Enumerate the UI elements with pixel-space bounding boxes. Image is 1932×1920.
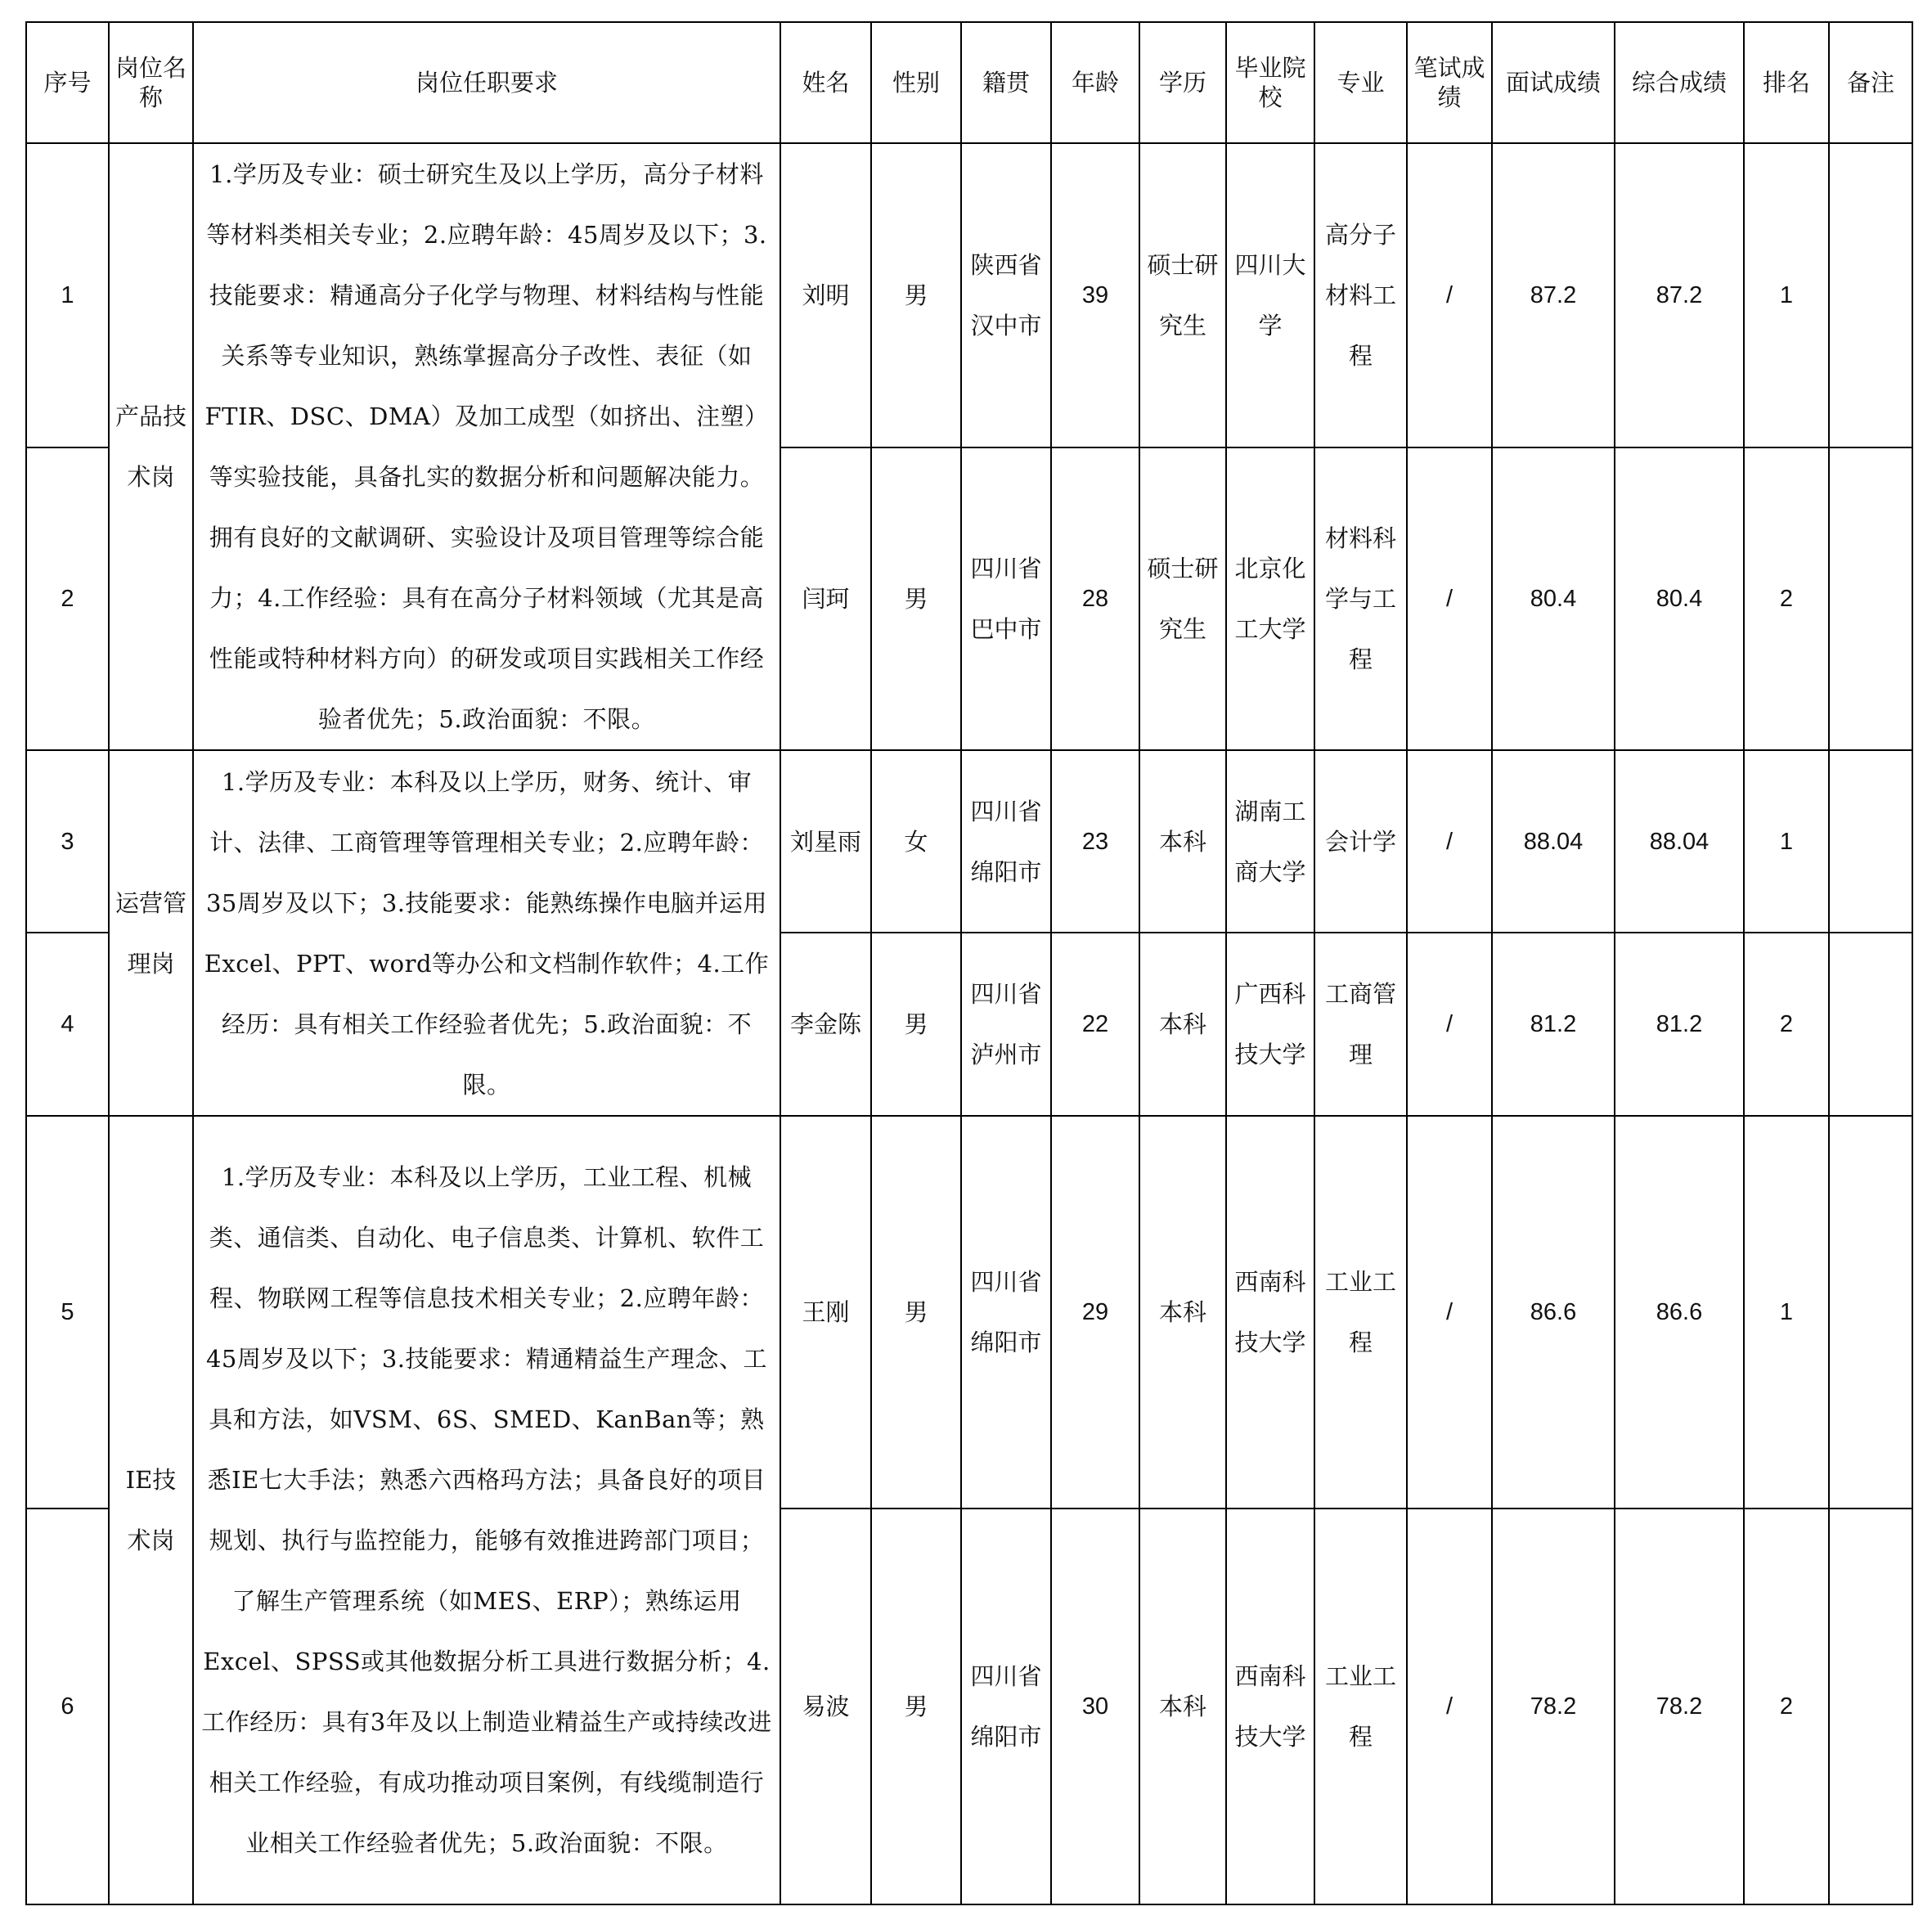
written-score-cell: /: [1407, 143, 1492, 447]
overall-score-cell: 86.6: [1615, 1116, 1744, 1509]
gender-cell: 男: [871, 1509, 961, 1904]
origin-cell: 四川省泸州市: [961, 933, 1051, 1116]
age-cell: 23: [1051, 750, 1139, 933]
age-cell: 29: [1051, 1116, 1139, 1509]
origin-cell: 四川省绵阳市: [961, 750, 1051, 933]
header-position: 岗位名称: [109, 22, 193, 143]
education-cell: 本科: [1139, 750, 1226, 933]
interview-score-cell: 86.6: [1492, 1116, 1615, 1509]
name-cell: 李金陈: [780, 933, 871, 1116]
overall-score-cell: 81.2: [1615, 933, 1744, 1116]
seq-cell: 6: [26, 1509, 109, 1904]
requirements-cell: 1.学历及专业：硕士研究生及以上学历，高分子材料等材料类相关专业；2.应聘年龄：45周岁及以下；3.技能要求：精通高分子化学与物理、材料结构与性能关系等专业知识，熟练掌握高分子改性、表征（如FTIR、DSC、DMA）及加工成型（如挤出、注塑）等实验技能，具备扎实的数据分析和问题解决能力。拥有良好的文献调研、实验设计及项目管理等综合能力；4.工作经验：具有在高分子材料领域（尤其是高性能或特种材料方向）的研发或项目实践相关工作经验者优先；5.政治面貌：不限。: [193, 143, 780, 750]
seq-cell: 3: [26, 750, 109, 933]
position-cell: 产品技术岗: [109, 143, 193, 750]
written-score-cell: /: [1407, 933, 1492, 1116]
header-age: 年龄: [1051, 22, 1139, 143]
gender-cell: 女: [871, 750, 961, 933]
origin-cell: 陕西省汉中市: [961, 143, 1051, 447]
seq-cell: 1: [26, 143, 109, 447]
gender-cell: 男: [871, 1116, 961, 1509]
education-cell: 硕士研究生: [1139, 143, 1226, 447]
overall-score-cell: 87.2: [1615, 143, 1744, 447]
header-education: 学历: [1139, 22, 1226, 143]
requirements-cell: 1.学历及专业：本科及以上学历，工业工程、机械类、通信类、自动化、电子信息类、计算机、软件工程、物联网工程等信息技术相关专业；2.应聘年龄：45周岁及以下；3.技能要求：精通精益生产理念、工具和方法，如VSM、6S、SMED、KanBan等；熟悉IE七大手法；熟悉六西格玛方法；具备良好的项目规划、执行与监控能力，能够有效推进跨部门项目；了解生产管理系统（如MES、ERP）；熟练运用Excel、SPSS或其他数据分析工具进行数据分析；4.工作经历：具有3年及以上制造业精益生产或持续改进相关工作经验，有成功推动项目案例，有线缆制造行业相关工作经验者优先；5.政治面貌：不限。: [193, 1116, 780, 1904]
header-row: [26, 22, 1912, 143]
header-overall: 综合成绩: [1615, 22, 1744, 143]
education-cell: 硕士研究生: [1139, 447, 1226, 751]
gender-cell: 男: [871, 933, 961, 1116]
major-cell: 会计学: [1314, 750, 1407, 933]
table-row: [26, 143, 1912, 447]
age-cell: 30: [1051, 1509, 1139, 1904]
written-score-cell: /: [1407, 750, 1492, 933]
overall-score-cell: 78.2: [1615, 1509, 1744, 1904]
position-cell: IE技术岗: [109, 1116, 193, 1904]
header-gender: 性别: [871, 22, 961, 143]
school-cell: 北京化工大学: [1226, 447, 1314, 751]
age-cell: 28: [1051, 447, 1139, 751]
rank-cell: 1: [1744, 1116, 1829, 1509]
age-cell: 39: [1051, 143, 1139, 447]
remark-cell: [1829, 933, 1912, 1116]
origin-cell: 四川省绵阳市: [961, 1509, 1051, 1904]
table-row: [26, 750, 1912, 933]
header-major: 专业: [1314, 22, 1407, 143]
rank-cell: 2: [1744, 447, 1829, 751]
name-cell: 易波: [780, 1509, 871, 1904]
remark-cell: [1829, 447, 1912, 751]
remark-cell: [1829, 143, 1912, 447]
gender-cell: 男: [871, 447, 961, 751]
header-rank: 排名: [1744, 22, 1829, 143]
seq-cell: 5: [26, 1116, 109, 1509]
position-cell: 运营管理岗: [109, 750, 193, 1116]
major-cell: 工业工程: [1314, 1116, 1407, 1509]
school-cell: 湖南工商大学: [1226, 750, 1314, 933]
school-cell: 西南科技大学: [1226, 1509, 1314, 1904]
school-cell: 西南科技大学: [1226, 1116, 1314, 1509]
rank-cell: 2: [1744, 1509, 1829, 1904]
results-table: [25, 21, 1913, 1905]
age-cell: 22: [1051, 933, 1139, 1116]
rank-cell: 1: [1744, 750, 1829, 933]
overall-score-cell: 80.4: [1615, 447, 1744, 751]
education-cell: 本科: [1139, 1509, 1226, 1904]
header-name: 姓名: [780, 22, 871, 143]
major-cell: 工商管理: [1314, 933, 1407, 1116]
school-cell: 广西科技大学: [1226, 933, 1314, 1116]
origin-cell: 四川省巴中市: [961, 447, 1051, 751]
name-cell: 刘明: [780, 143, 871, 447]
interview-score-cell: 81.2: [1492, 933, 1615, 1116]
rank-cell: 2: [1744, 933, 1829, 1116]
written-score-cell: /: [1407, 447, 1492, 751]
overall-score-cell: 88.04: [1615, 750, 1744, 933]
major-cell: 工业工程: [1314, 1509, 1407, 1904]
seq-cell: 2: [26, 447, 109, 751]
written-score-cell: /: [1407, 1509, 1492, 1904]
interview-score-cell: 78.2: [1492, 1509, 1615, 1904]
written-score-cell: /: [1407, 1116, 1492, 1509]
remark-cell: [1829, 1116, 1912, 1509]
major-cell: 材料科学与工程: [1314, 447, 1407, 751]
remark-cell: [1829, 750, 1912, 933]
seq-cell: 4: [26, 933, 109, 1116]
school-cell: 四川大学: [1226, 143, 1314, 447]
education-cell: 本科: [1139, 933, 1226, 1116]
requirements-cell: 1.学历及专业：本科及以上学历，财务、统计、审计、法律、工商管理等管理相关专业；2.应聘年龄：35周岁及以下；3.技能要求：能熟练操作电脑并运用Excel、PPT、word等办公和文档制作软件；4.工作经历：具有相关工作经验者优先；5.政治面貌：不限。: [193, 750, 780, 1116]
name-cell: 闫珂: [780, 447, 871, 751]
interview-score-cell: 87.2: [1492, 143, 1615, 447]
remark-cell: [1829, 1509, 1912, 1904]
header-origin: 籍贯: [961, 22, 1051, 143]
major-cell: 高分子材料工程: [1314, 143, 1407, 447]
header-interview: 面试成绩: [1492, 22, 1615, 143]
interview-score-cell: 88.04: [1492, 750, 1615, 933]
header-school: 毕业院校: [1226, 22, 1314, 143]
header-written: 笔试成绩: [1407, 22, 1492, 143]
origin-cell: 四川省绵阳市: [961, 1116, 1051, 1509]
name-cell: 王刚: [780, 1116, 871, 1509]
gender-cell: 男: [871, 143, 961, 447]
header-requirements: 岗位任职要求: [193, 22, 780, 143]
header-seq: 序号: [26, 22, 109, 143]
header-remark: 备注: [1829, 22, 1912, 143]
table-row: [26, 1116, 1912, 1509]
education-cell: 本科: [1139, 1116, 1226, 1509]
rank-cell: 1: [1744, 143, 1829, 447]
interview-score-cell: 80.4: [1492, 447, 1615, 751]
name-cell: 刘星雨: [780, 750, 871, 933]
